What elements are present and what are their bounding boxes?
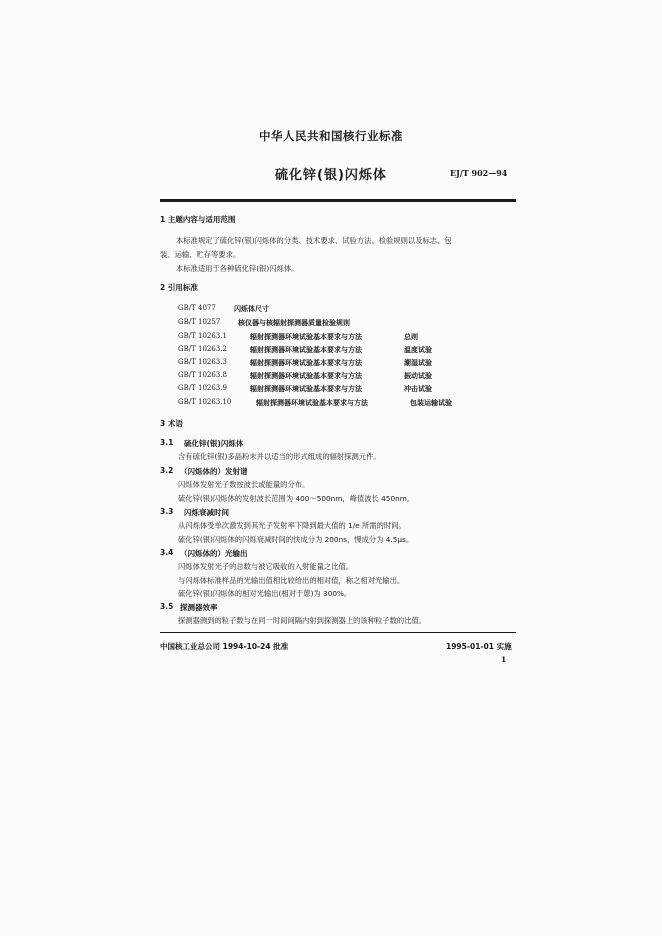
document-title: 硫化锌(银)闪烁体: [275, 168, 387, 183]
section-2-heading: 2 引用标准: [160, 283, 198, 292]
standard-category: 中华人民共和国核行业标准: [259, 129, 403, 143]
ref-code: GB/T 10257: [178, 318, 221, 326]
term-number: 3.1: [160, 438, 174, 447]
term-name: 硫化锌(银)闪烁体: [184, 439, 244, 448]
ref-subtitle: 振动试验: [404, 372, 432, 380]
ref-code: GB/T 10263.2: [178, 345, 227, 353]
ref-code: GB/T 10263.8: [178, 371, 227, 379]
ref-title: 辐射探测器环境试验基本要求与方法: [250, 372, 362, 380]
ref-title: 辐射探测器环境试验基本要求与方法: [250, 385, 362, 393]
ref-subtitle: 包装运输试验: [410, 399, 452, 407]
approval-line: 中国核工业总公司 1994-10-24 批准: [160, 642, 289, 651]
term-number: 3.4: [160, 548, 174, 557]
term-definition: 含有硫化锌(银)多晶粉末并以适当的形式组成的辐射探测元件。: [178, 452, 381, 461]
ref-code: GB/T 10263.10: [178, 398, 232, 406]
term-name: 探测器效率: [180, 603, 218, 612]
ref-code: GB/T 10263.1: [178, 332, 227, 340]
term-note: 与闪烁体标准样品的光输出值相比较给出的相对值，称之相对光输出。: [178, 576, 405, 585]
page-number: 1: [501, 655, 507, 664]
term-number: 3.2: [160, 466, 174, 475]
term-definition: 从闪烁体受单次激发到其光子发射率下降到最大值的 1/e 所需的时间。: [178, 521, 406, 530]
term-note: 硫化锌(银)闪烁体的发射波长范围为 400～500nm，峰值波长 450nm。: [178, 494, 415, 503]
section-1-para-1-line-1: 本标准规定了硫化锌(银)闪烁体的分类、技术要求、试验方法、检验规则以及标志、包: [176, 236, 452, 245]
ref-title: 闪烁体尺寸: [234, 305, 269, 313]
ref-title: 辐射探测器环境试验基本要求与方法: [250, 333, 362, 341]
term-name: （闪烁体的）发射谱: [180, 467, 248, 476]
section-1-para-1-line-2: 装、运输、贮存等要求。: [160, 250, 241, 259]
ref-subtitle: 冲击试验: [404, 385, 432, 393]
ref-code: GB/T 10263.3: [178, 358, 227, 366]
section-1-heading: 1 主题内容与适用范围: [160, 215, 236, 224]
term-name: 闪烁衰减时间: [184, 508, 229, 517]
ref-title: 核仪器与核辐射探测器质量检验规则: [238, 319, 350, 327]
ref-subtitle: 总则: [404, 333, 418, 341]
ref-code: GB/T 10263.9: [178, 384, 227, 392]
ref-title: 辐射探测器环境试验基本要求与方法: [256, 399, 368, 407]
header-rule: [160, 199, 516, 202]
term-note: 硫化锌(银)闪烁体的闪烁衰减时间的快成分为 200ns，慢成分为 4.5μs。: [178, 535, 414, 544]
section-1-para-2: 本标准适用于各种硫化锌(银)闪烁体。: [176, 264, 299, 273]
ref-title: 辐射探测器环境试验基本要求与方法: [250, 346, 362, 354]
ref-subtitle: 潮湿试验: [404, 359, 432, 367]
document-code: EJ/T 902—94: [450, 168, 508, 178]
term-name: （闪烁体的）光输出: [180, 549, 248, 558]
implementation-date: 1995-01-01 实施: [446, 642, 512, 651]
section-3-heading: 3 术语: [160, 419, 183, 428]
term-definition: 闪烁体发射光子的总数与被它吸收的入射能量之比值。: [178, 562, 354, 571]
term-number: 3.5: [160, 602, 174, 611]
term-definition: 探测器测到的粒子数与在同一时间间隔内射到探测器上的该种粒子数的比值。: [178, 616, 427, 625]
term-definition: 闪烁体发射光子数按波长或能量的分布。: [178, 480, 310, 489]
footer-rule: [160, 632, 516, 633]
ref-code: GB/T 4077: [178, 304, 216, 312]
term-number: 3.3: [160, 507, 174, 516]
ref-subtitle: 温度试验: [404, 346, 432, 354]
term-note: 硫化锌(银)闪烁体的相对光输出(相对于蒽)为 300%。: [178, 589, 352, 598]
ref-title: 辐射探测器环境试验基本要求与方法: [250, 359, 362, 367]
